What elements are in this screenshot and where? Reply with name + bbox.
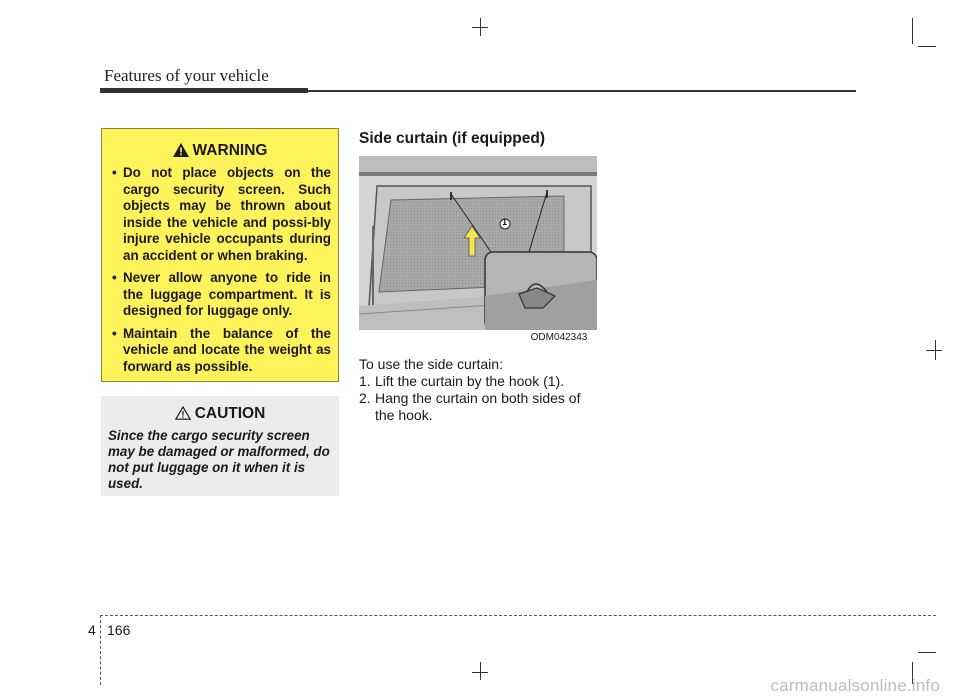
crop-mark: [472, 672, 488, 673]
step-number: 2.: [359, 390, 371, 406]
footer-margin-line: [100, 615, 101, 685]
warning-box: [101, 128, 339, 382]
warning-item: [109, 165, 331, 264]
step-item: [359, 390, 599, 424]
bullet: •: [112, 270, 117, 285]
warning-item: [109, 270, 331, 320]
caution-heading: [101, 405, 339, 423]
caution-text: Since the cargo security screen may be damaged or malformed, do not put luggage on it when it is used.: [108, 428, 330, 491]
step-number: 1.: [359, 373, 371, 389]
warning-triangle-icon: [173, 143, 189, 157]
warning-item: [109, 326, 331, 376]
caution-box: [101, 396, 339, 496]
page-number: 166: [107, 622, 131, 638]
watermark: carmanualsonline.info: [770, 676, 940, 695]
caution-triangle-icon: [175, 406, 191, 420]
crop-mark: [472, 27, 488, 28]
crop-mark: [918, 652, 936, 653]
warning-heading: [102, 142, 338, 160]
bullet: •: [112, 165, 117, 180]
figure-code: ODM042343: [521, 330, 597, 346]
bullet: •: [112, 325, 117, 341]
page-header-title: Features of your vehicle: [104, 66, 269, 85]
step-item: [359, 373, 599, 390]
crop-mark: [480, 662, 481, 680]
warning-list: [109, 165, 331, 381]
intro-text: To use the side curtain:: [359, 356, 503, 372]
side-curtain-illustration: [359, 156, 597, 346]
warning-item-text: Do not place objects on the cargo security screen. Such objects may be thrown about inside the vehicle and possi-bly injure vehicle occupants during an accident or when braking.: [123, 165, 331, 263]
callout-number: 1: [502, 217, 508, 227]
section-title: Side curtain (if equipped): [359, 130, 546, 147]
caution-title: CAUTION: [194, 405, 266, 422]
crop-mark: [918, 46, 936, 47]
step-text: Lift the curtain by the hook (1).: [375, 373, 565, 389]
footer-rule: [100, 615, 936, 616]
warning-item-text: Maintain the balance of the vehicle and locate the weight as forward as possible.: [123, 325, 331, 374]
crop-mark: [926, 350, 942, 351]
header-rule-accent: [100, 88, 308, 93]
step-text: Hang the curtain on both sides of the hook.: [375, 390, 581, 423]
warning-item-text: Never allow anyone to ride in the luggage compartment. It is designed for luggage only.: [123, 270, 331, 318]
crop-mark: [912, 18, 913, 44]
warning-title: WARNING: [192, 142, 268, 159]
chapter-number: 4: [88, 622, 96, 638]
side-curtain-image: [359, 156, 597, 330]
